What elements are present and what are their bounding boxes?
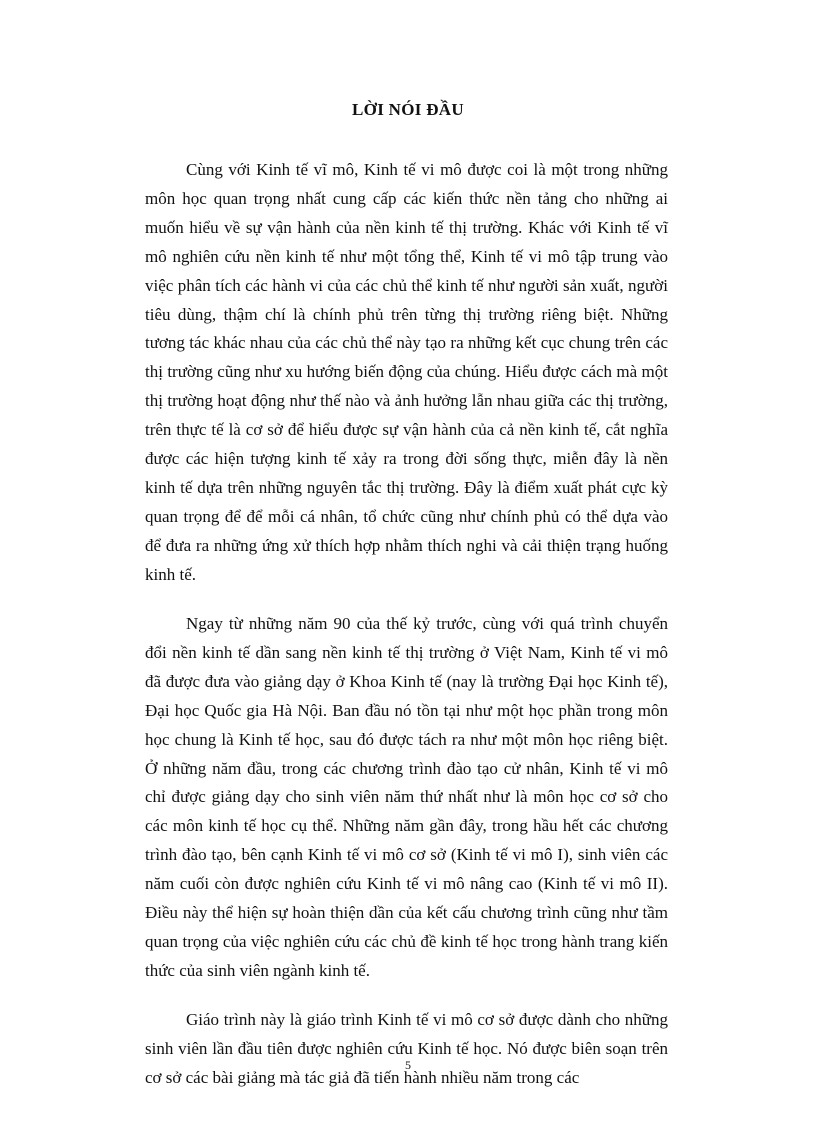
paragraph-1: Cùng với Kinh tế vĩ mô, Kinh tế vi mô được coi là một trong những môn học quan trọng nhất cung cấp các kiến thức nền tảng cho những ai muốn hiểu về sự vận hành của nền kinh tế thị trường. Khác với Kinh tế vĩ mô nghiên cứu nền kinh tế như một tổng thể, Kinh tế vi mô tập trung vào việc phân tích các hành vi của các chủ thể kinh tế như người sản xuất, người tiêu dùng, thậm chí là chính phủ trên từng thị trường riêng biệt. Những tương tác khác nhau của các chủ thể này tạo ra những kết cục chung trên các thị trường cũng như xu hướng biến động của chúng. Hiểu được cách mà một thị trường hoạt động như thế nào và ảnh hưởng lẫn nhau giữa các thị trường, trên thực tế là cơ sở để hiểu được sự vận hành của cả nền kinh tế, cắt nghĩa được các hiện tượng kinh tế xảy ra trong đời sống thực, miễn đây là nền kinh tế dựa trên những nguyên tắc thị trường. Đây là điểm xuất phát cực kỳ quan trọng để để mỗi cá nhân, tổ chức cũng như chính phủ có thể dựa vào để đưa ra những ứng xử thích hợp nhằm thích nghi và cải thiện trạng huống kinh tế. xyxy=(145,160,668,584)
paragraph-2: Ngay từ những năm 90 của thế kỷ trước, cùng với quá trình chuyển đổi nền kinh tế dần sang nền kinh tế thị trường ở Việt Nam, Kinh tế vi mô đã được đưa vào giảng dạy ở Khoa Kinh tế (nay là trường Đại học Kinh tế), Đại học Quốc gia Hà Nội. Ban đầu nó tồn tại như một học phần trong môn học chung là Kinh tế học, sau đó được tách ra như một môn học riêng biệt. Ở những năm đầu, trong các chương trình đào tạo cử nhân, Kinh tế vi mô chỉ được giảng dạy cho sinh viên năm thứ nhất như là môn học cơ sở cho các môn kinh tế học cụ thể. Những năm gần đây, trong hầu hết các chương trình đào tạo, bên cạnh Kinh tế vi mô cơ sở (Kinh tế vi mô I), sinh viên các năm cuối còn được nghiên cứu Kinh tế vi mô nâng cao (Kinh tế vi mô II). Điều này thể hiện sự hoàn thiện dần của kết cấu chương trình cũng như tầm quan trọng của việc nghiên cứu các chủ đề kinh tế học trong hành trang kiến thức của sinh viên ngành kinh tế. xyxy=(145,613,668,980)
page-title: LỜI NÓI ĐẦU xyxy=(352,100,464,119)
page-number: 5 xyxy=(405,1058,411,1072)
body-text xyxy=(145,156,668,1093)
paragraph-3: Giáo trình này là giáo trình Kinh tế vi mô cơ sở được dành cho những sinh viên lần đầu tiên được nghiên cứu Kinh tế học. Nó được biên soạn trên cơ sở các bài giảng mà tác giả đã tiến hành nhiều năm trong các xyxy=(145,1010,668,1087)
